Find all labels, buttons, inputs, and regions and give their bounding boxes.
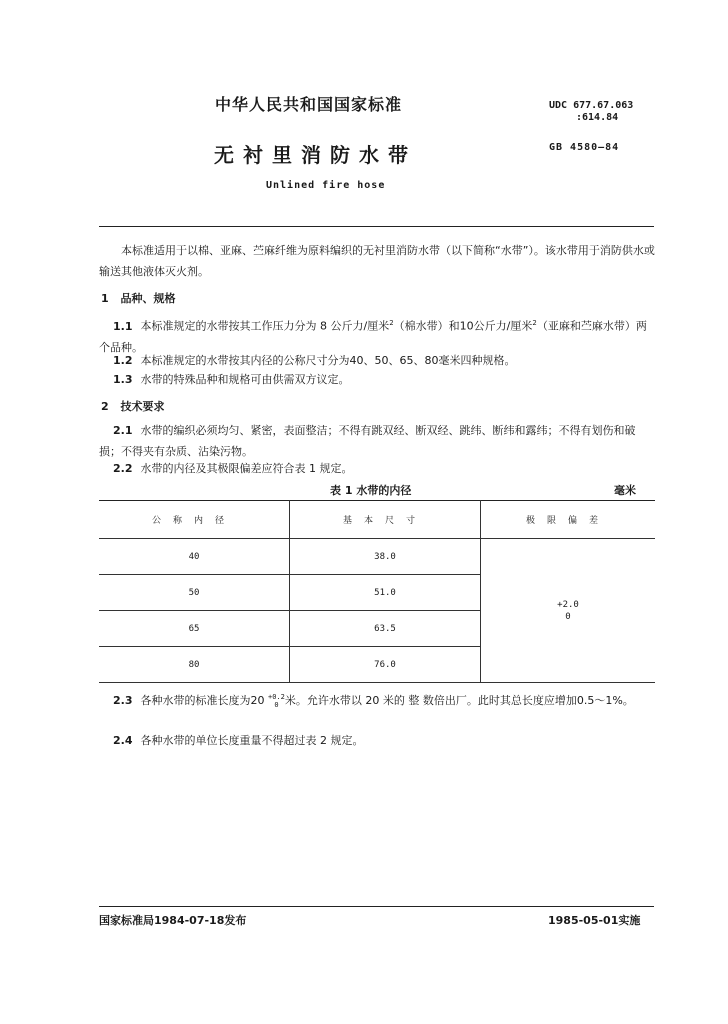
standard-org-heading: 中华人民共和国国家标准: [215, 95, 403, 114]
clause-2-2-text: 水带的内径及其极限偏差应符合表 1 规定。: [140, 462, 353, 475]
intro-paragraph: 本标准适用于以棉、亚麻、苎麻纤维为原料编织的无衬里消防水带（以下简称“水带”）。该水带用于消防供水或输送其他液体灭火剂。: [99, 244, 655, 278]
length-tolerance-lower: 0: [274, 701, 279, 709]
length-tolerance-upper: +0.2: [268, 693, 285, 701]
clause-1-1: [99, 313, 655, 358]
clause-2-2: [113, 460, 353, 476]
table-1-header-row: [99, 501, 655, 539]
gb-code: GB 4580—84: [549, 142, 620, 153]
table-1-header-nominal: 公称内径: [99, 501, 290, 539]
table-1-header-tolerance: 极限偏差: [481, 501, 656, 539]
length-tolerance: [268, 693, 285, 709]
clause-2-3-text-a: 各种水带的标准长度为20: [140, 694, 265, 707]
table-1-header-basic: 基本尺寸: [290, 501, 481, 539]
clause-2-2-number: 2.2: [113, 462, 133, 475]
table-1: [99, 500, 655, 683]
table-1-tolerance-cell: [481, 539, 656, 683]
udc-code: [549, 100, 633, 124]
clause-1-1-sup-b: 2: [532, 319, 537, 327]
section-1-title: 品种、规格: [120, 292, 176, 305]
table-1-tolerance-upper: +2.0: [557, 599, 579, 610]
clause-1-1-text-a: 本标准规定的水带按其工作压力分为 8 公斤力/厘米: [140, 319, 390, 333]
table-1-basic-cell: 51.0: [290, 575, 481, 611]
table-1-nominal-cell: 80: [99, 647, 290, 683]
clause-1-1-sup-a: 2: [389, 319, 394, 327]
udc-line-2: :614.84: [576, 112, 619, 123]
clause-2-4-text: 各种水带的单位长度重量不得超过表 2 规定。: [140, 734, 364, 747]
section-2-number: 2: [101, 400, 109, 413]
clause-2-1: [99, 420, 655, 462]
document-title-en: Unlined fire hose: [266, 180, 386, 191]
table-1-tolerance-lower: 0: [565, 611, 571, 622]
table-1-basic-cell: 76.0: [290, 647, 481, 683]
table-1-nominal-cell: 65: [99, 611, 290, 647]
table-row: [99, 539, 655, 575]
clause-2-1-number: 2.1: [113, 424, 133, 437]
clause-2-4: [113, 732, 364, 748]
effective-date: 1985-05-01实施: [548, 914, 641, 927]
document-title-cn: 无衬里消防水带: [214, 143, 417, 167]
footer-divider: [99, 906, 654, 907]
table-1-basic-cell: 38.0: [290, 539, 481, 575]
clause-2-3-number: 2.3: [113, 694, 133, 707]
header-divider: [99, 226, 654, 227]
clause-2-1-text: 水带的编织必须均匀、紧密，表面整洁；不得有跳双经、断双经、跳纬、断纬和露纬；不得有划伤和破损；不得夹有杂质、沾染污物。: [99, 424, 636, 458]
table-1-nominal-cell: 50: [99, 575, 290, 611]
udc-line-1: UDC 677.67.063: [549, 100, 634, 111]
clause-1-3: [113, 371, 350, 387]
clause-1-3-number: 1.3: [113, 373, 133, 386]
table-1-caption: 表 1 水带的内径: [330, 484, 412, 497]
table-1-basic-cell: 63.5: [290, 611, 481, 647]
clause-2-3: [99, 690, 655, 711]
clause-1-2-text: 本标准规定的水带按其内径的公称尺寸分为40、50、65、80毫米四种规格。: [140, 354, 516, 367]
table-1-nominal-cell: 40: [99, 539, 290, 575]
section-2-heading: [101, 398, 165, 414]
section-2-title: 技术要求: [120, 400, 165, 413]
table-1-unit: 毫米: [614, 484, 636, 497]
clause-1-3-text: 水带的特殊品种和规格可由供需双方议定。: [140, 373, 350, 386]
clause-1-1-number: 1.1: [113, 319, 133, 333]
section-1-heading: [101, 290, 176, 306]
clause-1-2-number: 1.2: [113, 354, 133, 367]
section-1-number: 1: [101, 292, 109, 305]
clause-2-3-text-b: 米。允许水带以 20 米的 整 数倍出厂。此时其总长度应增加0.5～1%。: [284, 694, 634, 707]
issued-date: 国家标准局1984-07-18发布: [99, 914, 247, 927]
clause-1-2: [113, 352, 516, 368]
clause-1-1-text-b: （棉水带）和10公斤力/厘米: [393, 319, 533, 333]
clause-1-1-text-c: （亚麻和苎麻水带）两个品种。: [99, 319, 647, 354]
clause-2-4-number: 2.4: [113, 734, 133, 747]
